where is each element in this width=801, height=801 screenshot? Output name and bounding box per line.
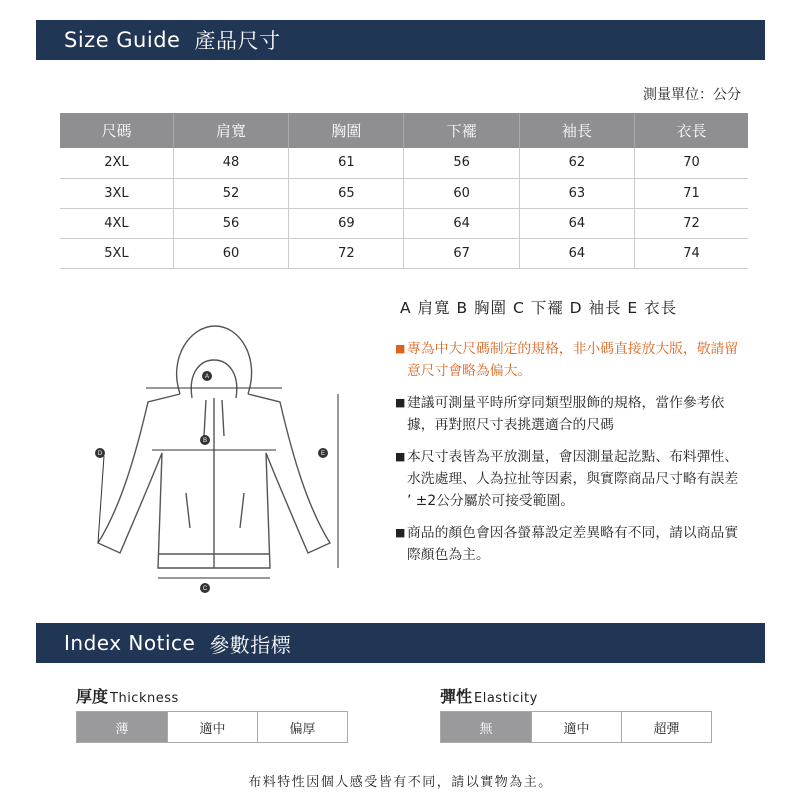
note-item <box>395 446 745 512</box>
elasticity-option: 無 <box>441 712 531 742</box>
note-item <box>395 392 745 436</box>
cell: 74 <box>635 238 748 268</box>
cell: 3XL <box>60 178 173 208</box>
cell: 52 <box>173 178 288 208</box>
thickness-option: 適中 <box>167 712 257 742</box>
measurement-legend: A 肩寬 B 胸圍 C 下襬 D 袖長 E 衣長 <box>400 299 678 317</box>
marker-b-label: B <box>202 438 208 444</box>
index-notice-title-zh: 參數指標 <box>209 632 292 657</box>
thickness-label-en: Thickness <box>110 691 179 706</box>
cell: 67 <box>404 238 519 268</box>
table-row <box>60 238 748 268</box>
note-text: 商品的顏色會因各螢幕設定差異略有不同，請以商品實際顏色為主。 <box>407 525 739 563</box>
hoodie-measurement-diagram <box>80 318 370 608</box>
cell: 56 <box>173 208 288 238</box>
elasticity-option: 適中 <box>531 712 621 742</box>
cell: 71 <box>635 178 748 208</box>
cell: 60 <box>404 178 519 208</box>
cell: 62 <box>519 148 634 178</box>
marker-e-label: E <box>320 451 326 457</box>
cell: 63 <box>519 178 634 208</box>
note-item <box>395 338 745 382</box>
cell: 61 <box>289 148 404 178</box>
cell: 64 <box>519 208 634 238</box>
size-guide-banner <box>36 20 765 60</box>
marker-c-label: C <box>202 586 208 592</box>
note-text: 專為中大尺碼制定的規格，非小碼直接放大版，敬請留意尺寸會略為偏大。 <box>407 341 739 379</box>
size-table-header-row <box>60 113 748 148</box>
thickness-scale <box>76 711 348 743</box>
cell: 64 <box>404 208 519 238</box>
elasticity-label-zh: 彈性 <box>440 687 473 706</box>
elasticity-label <box>440 684 538 707</box>
cell: 69 <box>289 208 404 238</box>
cell: 65 <box>289 178 404 208</box>
table-row <box>60 208 748 238</box>
header-hem: 下襬 <box>404 113 519 148</box>
cell: 70 <box>635 148 748 178</box>
size-guide-title-en: Size Guide <box>64 28 181 52</box>
header-sleeve: 袖長 <box>519 113 634 148</box>
index-notice-title-en: Index Notice <box>64 631 196 655</box>
cell: 5XL <box>60 238 173 268</box>
cell: 64 <box>519 238 634 268</box>
bullet-icon: ■ <box>395 450 406 463</box>
thickness-option: 偏厚 <box>257 712 347 742</box>
cell: 4XL <box>60 208 173 238</box>
thickness-option: 薄 <box>77 712 167 742</box>
note-text: 建議可測量平時所穿同類型服飾的規格，當作參考依據，再對照尺寸表挑選適合的尺碼 <box>407 395 725 433</box>
cell: 72 <box>289 238 404 268</box>
elasticity-option: 超彈 <box>621 712 711 742</box>
bullet-icon: ■ <box>395 342 406 355</box>
cell: 72 <box>635 208 748 238</box>
size-table <box>60 113 748 269</box>
thickness-label-zh: 厚度 <box>76 687 109 706</box>
footer-note: 布料特性因個人感受皆有不同，請以實物為主。 <box>248 775 553 790</box>
table-row <box>60 178 748 208</box>
thickness-label <box>76 684 179 707</box>
header-size: 尺碼 <box>60 113 173 148</box>
header-shoulder: 肩寬 <box>173 113 288 148</box>
notes-list <box>395 338 745 576</box>
bullet-icon: ■ <box>395 396 406 409</box>
size-guide-title-zh: 產品尺寸 <box>194 29 281 53</box>
header-length: 衣長 <box>635 113 748 148</box>
index-notice-banner <box>36 623 765 663</box>
cell: 48 <box>173 148 288 178</box>
note-text: 本尺寸表皆為平放測量，會因測量起訖點、布料彈性、水洗處理、人為拉扯等因素，與實際商品尺寸略有誤差 ’ ±2公分屬於可接受範圍。 <box>407 449 739 509</box>
table-row <box>60 148 748 178</box>
unit-label: 測量單位：公分 <box>643 87 741 103</box>
header-chest: 胸圍 <box>289 113 404 148</box>
marker-a-label: A <box>204 374 210 380</box>
note-item <box>395 522 745 566</box>
marker-d-label: D <box>97 451 103 457</box>
cell: 60 <box>173 238 288 268</box>
cell: 56 <box>404 148 519 178</box>
bullet-icon: ■ <box>395 526 406 539</box>
elasticity-label-en: Elasticity <box>474 691 538 706</box>
cell: 2XL <box>60 148 173 178</box>
elasticity-scale <box>440 711 712 743</box>
